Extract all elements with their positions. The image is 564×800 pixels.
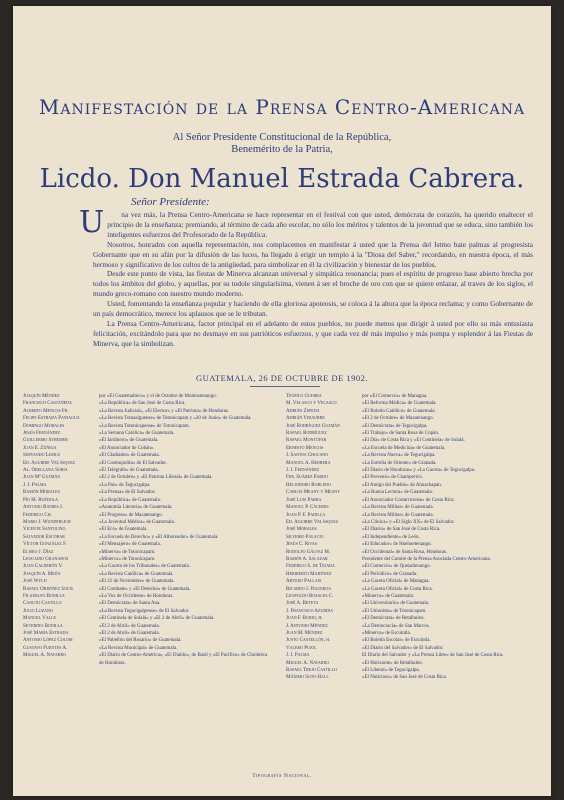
signatory-name: Antonio Batres J. xyxy=(23,505,64,511)
signatory-row xyxy=(286,578,536,585)
signatory-row xyxy=(286,526,536,533)
signatory-name: Domingo Morales xyxy=(23,423,65,429)
signatory-row xyxy=(286,623,536,630)
subtitle-line-2: Benemérito de la Patria, xyxy=(231,144,333,155)
signatory-affiliation: «El Telégrafo» de Guatemala. xyxy=(99,468,159,474)
signatory-row xyxy=(23,534,273,541)
signatory-row xyxy=(286,519,536,526)
signatory-row xyxy=(23,615,273,622)
signatory-name: Juan Calderón V. xyxy=(23,564,63,570)
signatory-affiliation: «El Anunciador Costarricense» de Costa Rica. xyxy=(362,497,455,503)
signatory-row xyxy=(23,637,273,644)
signatory-row xyxy=(286,593,536,600)
signatory-name: Eliseo J. Díaz xyxy=(23,549,54,555)
signatory-affiliation: «El 2 de Abril» de Guatemala. xyxy=(99,631,160,636)
signatory-affiliation: «El 2 de Octubre» y «El Patriota Liberal» de Guatemala. xyxy=(99,475,213,481)
signatory-name: Leocadio Granados xyxy=(23,556,69,562)
signatory-name: Mario J. Wunderlich xyxy=(23,519,71,525)
signatory-name: Rafael Trejo Castillo xyxy=(286,668,337,674)
paragraph-2: Nosotros, honrados con aquella representación, nos complacemos en manifestar á usted que la Prensa del Istmo bate palmas al progresista Gobernante que en su afán por la difusión de las luces, ha llegado á erigir un templo á la "Diosa del Saber," recordando, en nuestra época, el más hermoso y significativo de los cultos de la antigüedad, para simbolizar en él la civilización y bienestar de los pueblos. xyxy=(93,239,533,269)
signatory-affiliation: «La República» de San José de Costa Rica. xyxy=(99,401,186,407)
signatory-name: Pío M. Ruédola xyxy=(23,497,58,503)
signatory-name: Ed. Aguirre Velásquez xyxy=(23,460,76,466)
paragraph-5: La Prensa Centro-Americana, factor principal en el adelanto de estos pueblos, no puede menos que dirigir á usted por ello su más entusiasta felicitación, excitándolo para que no desmaye en sus patrióticos esfuerzos, y que cada vez dé más impulso y más pompa y esplendor á las Fiestas de Minerva, que la simbolizan. xyxy=(93,318,533,348)
signatory-row xyxy=(286,452,536,459)
signatory-affiliation: por «El Guatemalteco» y el de Octubre de Momostenango. xyxy=(99,394,217,399)
signatory-row xyxy=(23,541,273,548)
signatory-affiliation: «La Semana Católica» de Guatemala. xyxy=(99,431,175,437)
signatory-name: Rodolfo Gálvez M. xyxy=(286,549,331,555)
printer-footer: Tipografía Nacional. xyxy=(252,773,312,779)
signatory-affiliation: «El Diario de Honduras» y «La Gaceta» de Tegucigalpa. xyxy=(362,468,476,474)
signatory-name: Carlos Meany y Meany xyxy=(286,490,341,496)
signatory-affiliation: «El Horizonte» de Retalhuleu. xyxy=(362,660,423,666)
paragraph-4: Usted, fomentando la enseñanza popular y haciendo de ella gloriosa apoteosis, se coloca á la altura que la época reclama; y como Gobernante de un país democrático, merece los aplausos que se le tributan. xyxy=(93,299,533,319)
signatory-affiliation: «El Demócrata» de Retalhuleu. xyxy=(362,616,425,622)
signatory-name: José A. Beteta xyxy=(286,601,319,607)
signatory-row xyxy=(286,667,536,674)
signatory-name: Al. Orellana Soria xyxy=(23,468,68,474)
signatory-name: J. Antonio Méndez xyxy=(286,623,328,629)
signatory-name: Ed. Aguirre Velásquez xyxy=(286,519,339,525)
signatory-affiliation: «El Progreso» de Mazatenango. xyxy=(99,512,163,518)
signatory-affiliation: «El Diario» de San José de Costa Rica. xyxy=(362,527,441,533)
signatory-affiliation: «Minerva» de Totonicapam. xyxy=(99,549,156,555)
signatory-row xyxy=(23,549,273,556)
signatory-row xyxy=(286,645,536,652)
signatory-name: Ramón A. Salazar xyxy=(286,556,328,562)
signatory-row xyxy=(286,660,536,667)
signatory-name: J. J. Palma xyxy=(286,653,310,659)
signatory-name: Víctor González F. xyxy=(23,542,67,548)
signatory-affiliation: «La Revista Tomasiguense» de Totonicapam y «20 de Junio» de Guatemala. xyxy=(99,416,252,422)
signatory-affiliation: «Anatomía Literaria» de Guatemala. xyxy=(99,505,173,511)
signatory-row xyxy=(23,415,273,422)
signatory-row xyxy=(23,393,273,400)
signatory-affiliation: «La Revista Nueva» de Tegucigalpa. xyxy=(362,453,436,459)
signatory-name: Joaquín Méndez xyxy=(23,394,60,399)
signatory-name: Manuel A. Herrera xyxy=(286,460,331,466)
signatory-row xyxy=(286,563,536,570)
signatory-affiliation: «El Independiente» de León. xyxy=(362,534,420,540)
signatory-name: José María Estrada xyxy=(23,631,69,636)
signatory-affiliation: «La Revista Totonicapense» de Totonicapam. xyxy=(99,423,190,429)
signatory-affiliation: «Minerva» de Totonicapam. xyxy=(99,556,156,562)
signatory-row xyxy=(23,445,273,452)
signatory-affiliation: «La Clínica» y «El Siglo XX» de El Salvador. xyxy=(362,519,455,525)
signatory-name: Rafael Rodríguez xyxy=(286,431,327,437)
signatory-affiliation: «El Centinela de Solalá» y «El 2 de Abril» de Guatemala. xyxy=(99,616,215,622)
signatory-name: Juan F. Rubio, h. xyxy=(286,616,323,622)
signatory-name: Guillermo Sthemer xyxy=(23,438,68,444)
signatory-affiliation: por «El Comercio» de Managua. xyxy=(362,394,428,399)
signatory-row xyxy=(286,586,536,593)
signatory-row xyxy=(286,571,536,578)
signatory-name: M. Velasco y Velasco xyxy=(286,401,337,407)
signatory-name: José Morales xyxy=(286,527,317,533)
signatory-name: Vicente Santolino xyxy=(23,527,66,533)
signatory-affiliation: «El Unionista» de Totonicapam. xyxy=(362,608,427,614)
signatory-name: J. Santos Chocano xyxy=(286,453,329,459)
signatory-row xyxy=(23,437,273,444)
signatory-row xyxy=(23,504,273,511)
signatory-affiliation: «La Revista Militar» de Guatemala. xyxy=(362,512,434,518)
signatory-row xyxy=(286,549,536,556)
signatory-name: Miguel A. Navarro xyxy=(286,660,329,666)
signatory-name: Canuto Castillo xyxy=(23,601,62,607)
signatory-row xyxy=(286,556,536,563)
signatory-name: Juan P. F. Padilla xyxy=(286,512,326,518)
signatory-affiliation: «El 2 de Abril» de Guatemala. xyxy=(99,623,160,629)
signatory-row xyxy=(286,415,536,422)
signatory-row xyxy=(286,489,536,496)
signatory-row xyxy=(23,563,273,570)
signatory-row xyxy=(286,423,536,430)
signatory-affiliation: El Diario del Salvador y «La Prensa Libre» de San José de Costa Rica. xyxy=(362,653,504,659)
signatory-row xyxy=(23,489,273,496)
signatory-name: Juan E. Zúñiga xyxy=(23,445,57,451)
signatory-name: J. J. Fernández xyxy=(286,468,320,474)
signatory-row xyxy=(286,437,536,444)
signatory-row xyxy=(23,452,273,459)
signatory-affiliation: «La Prensa» de El Salvador. xyxy=(99,490,156,496)
signatory-affiliation: «La Revista Municipal» de Guatemala. xyxy=(99,645,178,651)
signatory-affiliation: «El 2 de Octubre» de Mazatenango. xyxy=(362,416,434,422)
signatory-name: Heliodoro Robledo xyxy=(286,482,331,488)
signatory-row xyxy=(286,474,536,481)
signatory-name: Julio Lozano xyxy=(23,608,53,614)
signatory-row xyxy=(23,600,273,607)
signatory-name: Silverio Palacio xyxy=(286,534,324,540)
signatory-row xyxy=(286,497,536,504)
signatory-name: Rafael Montúfar xyxy=(286,438,327,444)
signatory-name: Ernesto Mencos xyxy=(286,445,324,451)
signatories-left-column xyxy=(23,393,273,667)
paragraph-3: Desde este punto de vista, las fiestas de Minerva alcanzan universal y simpática resonancia; pues el espíritu de progreso hase abierto brecha por todos los ámbitos del globo, y aquellas, por su todole singularísima, vienen á ser el broche de oro con que se quiere enlazar, al traves de los siglos, el mundo greco-romano con nuestro mundo moderno. xyxy=(93,269,533,299)
signatory-name: Fer. Suárez Pardo xyxy=(286,475,328,481)
signatory-name: José Luis Parra xyxy=(286,497,322,503)
signatory-affiliation: «El Periódico» de Granada. xyxy=(362,571,418,577)
signatory-row xyxy=(23,556,273,563)
signatory-row xyxy=(286,460,536,467)
signatory-affiliation: «La Escuela de Medicina» de Guatemala. xyxy=(362,445,446,451)
signatory-affiliation: «La Juventud Médica» de Guatemala. xyxy=(99,519,175,525)
drop-cap: U xyxy=(79,205,105,240)
signatory-affiliation: «Minerva» de Guatemala. xyxy=(362,593,415,599)
signatory-name: Miguel A. Navarro xyxy=(23,653,66,659)
signatory-affiliation: «El Mensajero» de Guatemala. xyxy=(99,542,161,548)
signatory-affiliation: «El Eco» de Guatemala. xyxy=(99,527,148,533)
signatory-affiliation: «Minerva» de Escuintla. xyxy=(362,631,412,636)
signatory-name: Juan Mª Guzmán xyxy=(23,475,61,481)
salutation: Señor Presidente: xyxy=(131,196,210,208)
signatory-name: Máximo Soto Hall xyxy=(286,675,329,681)
signatory-row xyxy=(286,534,536,541)
signatory-affiliation: «La Revista Católica» de Guatemala. xyxy=(99,571,174,577)
signatory-affiliation: «El Demócrata» de Tegucigalpa. xyxy=(362,423,428,429)
letter-body xyxy=(79,205,533,349)
signatory-row xyxy=(23,526,273,533)
signatory-name: Ricardo J. Figueroa xyxy=(286,586,332,592)
signatory-row xyxy=(23,608,273,615)
signatory-name: Heriberto Martínez xyxy=(286,571,332,577)
signatory-affiliation: «La Buena Lectura» de Guatemala. xyxy=(362,490,433,496)
signatory-row xyxy=(23,460,273,467)
signatory-affiliation: «El Gladiador» de Guatemala. xyxy=(99,453,160,459)
signatory-name: Jesús Fernández xyxy=(23,431,61,437)
signatory-affiliation: «El 21 de Noviembre» de Guatemala. xyxy=(99,579,175,585)
signatory-name: Jesús C. Rivas xyxy=(286,542,317,548)
signatory-row xyxy=(286,512,536,519)
signatory-name: Adrián Zepeda xyxy=(286,408,320,414)
signatory-row xyxy=(286,608,536,615)
signatory-name: Justo Castellón, h. xyxy=(286,638,331,644)
signatory-name: Francisco Castañeda xyxy=(23,401,72,407)
signatory-name: Gustavo Fuentes A. xyxy=(23,645,68,651)
signatory-row xyxy=(286,393,536,400)
signatory-affiliation: «La Voz de Occidente» de Honduras. xyxy=(99,593,174,599)
signatory-affiliation: «La Democracia» de San Marcos. xyxy=(362,623,430,629)
signatory-affiliation: «El Día» de Costa Rica y «El Centinela» de Solalá. xyxy=(362,438,465,444)
signatory-name: Valero Pujol xyxy=(286,645,317,651)
signatory-name: Teófilo Guerra xyxy=(286,394,322,399)
document-title: Manifestación de la Prensa Centro-Americana xyxy=(38,95,526,119)
signatory-affiliation: «El Porvenir» de Champerico. xyxy=(362,475,423,481)
signatory-name: Alberto Mencos Fr. xyxy=(23,408,69,414)
signatory-row xyxy=(23,430,273,437)
signatory-row xyxy=(286,674,536,681)
signatory-name: Juan M. Méndez xyxy=(286,631,323,636)
signatory-affiliation: «El Amigo del Pueblo» de Ahuachapán. xyxy=(362,482,442,488)
signatory-row xyxy=(286,504,536,511)
signatory-row xyxy=(23,578,273,585)
signatory-row xyxy=(286,600,536,607)
signatory-affiliation: «El Anunciador de Cobán». xyxy=(99,445,155,451)
signatory-row xyxy=(23,497,273,504)
signatory-row xyxy=(23,423,273,430)
addressee-heading: Licdo. Don Manuel Estrada Cabrera. xyxy=(39,164,525,194)
document-sheet xyxy=(13,6,551,796)
signatory-affiliation: «El Diario de Centro-América», «El Diablo», de Basil y «El Pacífico» de Cholutéca de Honduras. xyxy=(99,653,268,666)
signatories-right-column xyxy=(286,393,536,682)
signatory-name: Filadelfo Bonilla xyxy=(23,593,65,599)
signatory-row xyxy=(286,637,536,644)
signatory-affiliation: «El Cosmopolita» de El Salvador. xyxy=(99,460,167,466)
signatory-name: Severino Bonilla xyxy=(23,623,63,629)
signatory-row xyxy=(23,400,273,407)
signatory-row xyxy=(23,652,273,667)
signatory-row xyxy=(286,430,536,437)
signatory-affiliation: «El Reforma Médica» de Guatemala. xyxy=(362,401,437,407)
signatory-name: J. J. Palma xyxy=(23,482,47,488)
signatory-row xyxy=(23,630,273,637)
signatory-affiliation: «La Revista Militar» de Guatemala. xyxy=(362,505,434,511)
signatory-name: Manuel P. Cáceres xyxy=(286,505,329,511)
signatory-name: José Wyld xyxy=(23,579,47,585)
signatory-row xyxy=(23,623,273,630)
signatory-affiliation: «El Pabellón del Rosario» de Guatemala. xyxy=(99,638,182,644)
signatory-affiliation: «El Combate» y «El Derecho» de Guatemala. xyxy=(99,586,191,592)
signatory-name: Leopoldo Rosales C. xyxy=(286,593,334,599)
signatory-name: Felipe Estrada Paniagua xyxy=(23,416,80,422)
signatory-row xyxy=(23,467,273,474)
signatory-row xyxy=(286,630,536,637)
signatory-affiliation: Presidente del Comité de la Prensa Asociada Centro-Americana. xyxy=(362,556,491,562)
signatory-name: Ramón Morales xyxy=(23,490,60,496)
signatory-name: Salvador Escobar xyxy=(23,534,65,540)
signatory-name: Rafael Ordóñez Solís xyxy=(23,586,73,592)
signatory-row xyxy=(23,519,273,526)
signatory-affiliation: «El Boletín Católico» de Guatemala. xyxy=(362,408,436,414)
signatory-row xyxy=(23,593,273,600)
signatory-affiliation: «La República» de Guatemala. xyxy=(99,497,161,503)
signatory-affiliation: «El Jardinero» de Guatemala. xyxy=(99,438,159,444)
signatory-row xyxy=(23,645,273,652)
signatory-row xyxy=(286,408,536,415)
signatory-row xyxy=(286,652,536,659)
signatory-row xyxy=(286,467,536,474)
signatory-row xyxy=(23,474,273,481)
signatory-affiliation: «El Diario del Salvador» de El Salvador. xyxy=(362,645,444,651)
signatory-name: Joaquín A. Mejía xyxy=(23,571,61,577)
signatory-affiliation: «El Boletín Escolar» de Escuintla. xyxy=(362,638,431,644)
signatory-row xyxy=(286,400,536,407)
signatory-affiliation: «El Noticioso» de San José de Costa Rica. xyxy=(362,675,447,681)
signatory-affiliation: «El Trabajo» de Santa Rosa de Copán. xyxy=(362,431,440,437)
signatory-name: Manuel Valle xyxy=(23,616,56,622)
dateline: GUATEMALA, 26 DE OCTUBRE DE 1902. xyxy=(195,373,369,383)
signatory-affiliation: «El Comercio» de Quezaltenango. xyxy=(362,564,431,570)
signatory-affiliation: «La Gaceta Oficial» de Managua. xyxy=(362,579,430,585)
signatory-affiliation: «La Escuela de Derecho» y «El Alboreador» de Guatemala. xyxy=(99,534,219,540)
paragraph-1-text: na vez más, la Prensa Centro-Americana se hace representar en el festival con que usted, demócrata de corazón, ha querido enaltecer el principio de la enseñanza; premiando, al término de cada año escolar, no sólo los méritos y talentos de la juventud que se educa, sino también los inteligentes esfuerzos del Profesorado de la República. xyxy=(107,210,533,239)
signatory-name: Arturo Pallais xyxy=(286,579,322,585)
signatory-affiliation: «El Occidental» de Santa Rosa, Honduras. xyxy=(362,549,448,555)
signatory-affiliation: «El Liberal» de Tegucigalpa. xyxy=(362,668,420,674)
signatory-name: Antonio López Colom xyxy=(23,638,73,644)
signatory-name: Adrián Vidaurre xyxy=(286,416,325,422)
subtitle-line-1: Al Señor Presidente Constitucional de la República, xyxy=(172,132,392,143)
signatory-affiliation: «El Demócrata» de Santa Ana. xyxy=(99,601,161,607)
signatory-name: Federico Ch. xyxy=(23,512,52,518)
divider-rule xyxy=(250,386,320,387)
signatory-name: J. Francisco Azurdia xyxy=(286,608,334,614)
signatory-affiliation: «La Estrella de Oriente» de Granada. xyxy=(362,460,437,466)
signatory-affiliation: «La Revista Judicial», «El Elector» y «El Patriota» de Honduras. xyxy=(99,408,230,414)
signatory-row xyxy=(23,571,273,578)
signatory-row xyxy=(23,586,273,593)
signatory-affiliation: «La Revista Tegucigalpense» de El Salvador. xyxy=(99,608,190,614)
signatory-row xyxy=(286,615,536,622)
signatory-affiliation: «La Gaceta Oficial» de Costa Rica. xyxy=(362,586,433,592)
signatory-affiliation: «El Educador» de Huehuetenango. xyxy=(362,542,432,548)
signatory-row xyxy=(23,512,273,519)
signatory-affiliation: «La Gaceta de los Tribunales» de Guatemala. xyxy=(99,564,190,570)
signatory-row xyxy=(286,482,536,489)
signatory-affiliation: «El Universitario» de Guatemala. xyxy=(362,601,430,607)
signatory-row xyxy=(23,408,273,415)
signatory-affiliation: «La Paz» de Tegucigalpa. xyxy=(99,482,151,488)
signatory-row xyxy=(286,445,536,452)
paragraph-1 xyxy=(79,205,533,240)
signatory-name: José Rodríguez Guzmán xyxy=(286,423,341,429)
signatory-row xyxy=(23,482,273,489)
signatory-row xyxy=(286,541,536,548)
signatory-name: Federico S. de Tejada xyxy=(286,564,335,570)
signatory-name: Servando Lemus xyxy=(23,453,60,459)
